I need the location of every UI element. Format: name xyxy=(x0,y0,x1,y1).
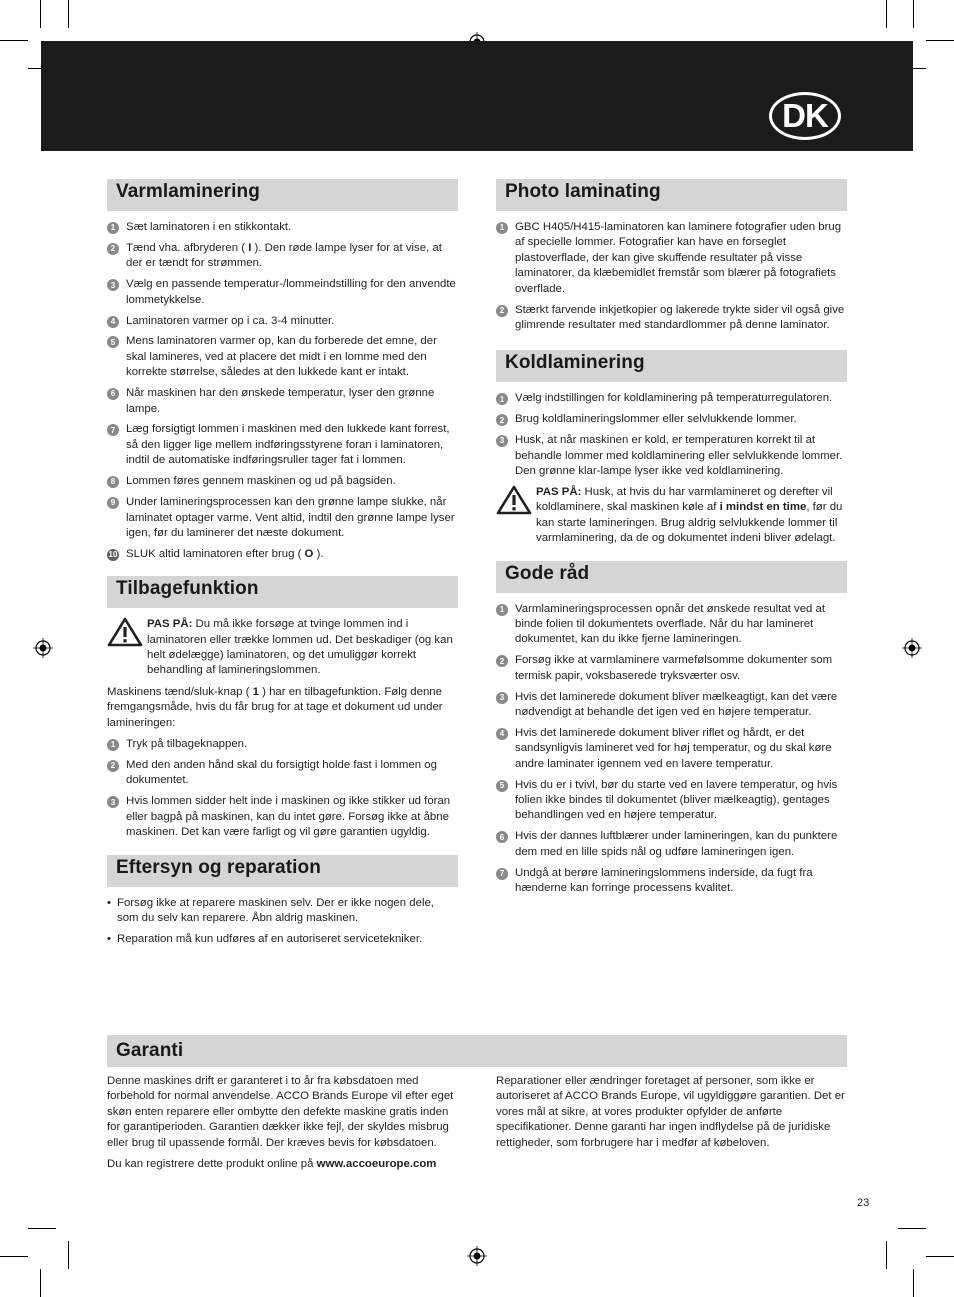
step-number-icon: 4 xyxy=(496,728,508,740)
step-text: Med den anden hånd skal du forsigtigt holde fast i lommen og dokumentet. xyxy=(126,758,437,787)
list-item xyxy=(496,653,847,684)
step-number-icon: 8 xyxy=(107,476,119,488)
list-item xyxy=(107,547,458,562)
step-number-icon: 10 xyxy=(108,550,118,560)
step-number-icon: 3 xyxy=(496,692,508,704)
section-tilbagefunktion xyxy=(107,576,458,840)
section-title: Photo laminating xyxy=(496,179,847,211)
section-varmlaminering xyxy=(107,179,458,562)
warning-icon xyxy=(107,617,147,679)
crop-mark xyxy=(886,0,887,28)
list-item: • Reparation må kun udføres af en autoriseret servicetekniker. xyxy=(107,933,423,946)
crop-mark xyxy=(68,0,69,28)
step-list xyxy=(496,602,847,897)
section-title: Koldlaminering xyxy=(496,350,847,382)
list-item xyxy=(107,737,458,752)
step-number-icon: 2 xyxy=(496,655,508,667)
list-item xyxy=(107,220,458,235)
warning-label: PAS PÅ: xyxy=(536,485,582,498)
section-title: Garanti xyxy=(107,1035,847,1067)
step-number-icon: 7 xyxy=(496,868,508,880)
step-number-icon: 5 xyxy=(496,780,508,792)
step-list xyxy=(496,220,847,333)
list-item xyxy=(107,314,458,329)
section-eftersyn xyxy=(107,855,458,948)
emphasis-text: i mindst en time xyxy=(719,501,807,514)
step-text: Tænd vha. afbryderen ( I ). Den røde lampe lyser for at vise, at der er tændt for strømmen. xyxy=(126,241,442,270)
website-link[interactable]: www.accoeurope.com xyxy=(316,1158,437,1171)
section-title: Tilbagefunktion xyxy=(107,576,458,608)
step-text: Undgå at berøre lamineringslommens inderside, da fugt fra hænderne kan forringe processens kvalitet. xyxy=(515,866,813,894)
step-text: Forsøg ikke at varmlaminere varmefølsomme dokumenter som termisk papir, voksbaserede tryksværter osv. xyxy=(515,654,833,682)
step-number-icon: 3 xyxy=(496,435,508,447)
crop-mark xyxy=(0,1256,28,1257)
step-text: Brug koldlamineringslommer eller selvlukkende lommer. xyxy=(515,413,797,426)
list-item xyxy=(496,391,847,406)
crop-mark xyxy=(913,0,914,28)
list-item xyxy=(107,758,458,789)
step-number-icon: 2 xyxy=(107,243,119,255)
step-list xyxy=(496,391,847,479)
crop-mark xyxy=(886,1241,887,1269)
step-text: Vælg en passende temperatur-/lommeindstilling for den anvendte lommetykkelse. xyxy=(126,278,456,306)
warning-label: PAS PÅ: xyxy=(147,618,193,631)
switch-symbol: O xyxy=(304,547,314,560)
warning-icon xyxy=(496,485,536,547)
left-column xyxy=(107,179,458,954)
crop-mark xyxy=(0,40,28,41)
crop-mark xyxy=(926,1256,954,1257)
step-text: Tryk på tilbageknappen. xyxy=(126,738,248,751)
list-item xyxy=(107,422,458,468)
step-number-icon: 1 xyxy=(107,739,119,751)
bullet-list xyxy=(107,896,458,948)
list-item xyxy=(107,794,458,840)
list-item xyxy=(496,303,847,334)
list-item xyxy=(496,778,847,824)
list-item xyxy=(496,690,847,721)
step-number-icon: 2 xyxy=(496,305,508,317)
warning-block: PAS PÅ: Husk, at hvis du har varmlamineret og derefter vil koldlaminere, skal maskinen køle af i mindst en time, før du kan starte lamineringen. Brug aldrig selvlukkende lommer til varmlaminering, da de og dokumentet indeni bliver ødelagt. xyxy=(496,485,847,547)
step-number-icon: 3 xyxy=(107,279,119,291)
step-text: SLUK altid laminatoren efter brug ( O ). xyxy=(126,547,324,560)
step-number-icon: 1 xyxy=(496,393,508,405)
list-item xyxy=(107,241,458,272)
step-text: Hvis det laminerede dokument bliver mælkeagtigt, kan det være nødvendigt at behandle det igen ved en højere temperatur. xyxy=(515,690,838,718)
list-item xyxy=(107,277,458,308)
garanti-left-text: Denne maskines drift er garanteret i to år fra købsdatoen med forbehold for normal anvendelse. ACCO Brands Europe vil efter eget skøn enten reparere eller ombytte den defekte maskine gratis inden for garantiperioden. Garantien dækker ikke fejl, der skyldes misbrug eller brug til upassende formål. Der kræves bevis for købsdatoen. Du kan registrere dette produkt online på www.accoeurope.com xyxy=(107,1075,454,1171)
section-title: Varmlaminering xyxy=(107,179,458,211)
garanti-right-text: Reparationer eller ændringer foretaget af personer, som ikke er autoriseret af ACCO Brands Europe, vil ugyldiggøre garantien. Det er vores mål at sikre, at vores produkter opfylder de anførte specifikationer. Denne garanti har ingen indflydelse på de juridiske rettigheder, som forbrugere har i medfør af købeloven. xyxy=(496,1075,845,1149)
power-symbol: 1 xyxy=(252,685,259,698)
section-title: Eftersyn og reparation xyxy=(107,855,458,887)
step-list xyxy=(107,737,458,840)
crop-mark xyxy=(913,1269,914,1297)
step-number-icon: 6 xyxy=(496,831,508,843)
step-text: Laminatoren varmer op i ca. 3-4 minutter. xyxy=(126,314,335,327)
list-item xyxy=(496,220,847,297)
step-number-icon: 2 xyxy=(496,414,508,426)
list-item xyxy=(496,602,847,648)
section-koldlaminering xyxy=(496,350,847,546)
step-number-icon: 1 xyxy=(496,604,508,616)
step-text: Sæt laminatoren i en stikkontakt. xyxy=(126,221,292,233)
step-text: Stærkt farvende inkjetkopier og lakerede trykte sider vil også give glimrende resultater med standardlommer på denne laminator. xyxy=(515,303,845,331)
step-text: Hvis lommen sidder helt inde i maskinen og ikke stikker ud foran eller bagpå på maskinen, kan du intet gøre. Forsøg ikke at åbne maskinen. Det kan være farligt og vil gøre garantien ugyldig. xyxy=(126,795,451,839)
step-text: Hvis du er i tvivl, bør du starte ved en lavere temperatur, og hvis folien ikke bindes til dokumentet (bliver mælkeagtig), gentages behandlingen ved en højere temperatur. xyxy=(515,778,838,822)
list-item xyxy=(107,386,458,417)
step-number-icon: 1 xyxy=(496,222,508,234)
warning-text: Du må ikke forsøge at tvinge lommen ind i laminatoren eller trække lommen ud. Det beskadiger (og kan helt ødelægge) laminatoren, og det umuliggør korrekt behandling af lamineringslommen. xyxy=(147,618,453,677)
step-text: GBC H405/H415-laminatoren kan laminere fotografier uden brug af specielle lommer. Fotografier kan have en forseglet plastoverflade, der kan give skuffende resultater på visse laminatorer, da klæbemidlet fremstår som blærer på fotografiets overflade. xyxy=(515,221,842,295)
language-badge: DK xyxy=(769,92,841,140)
step-number-icon: 9 xyxy=(107,497,119,509)
crop-mark xyxy=(898,1228,926,1229)
step-number-icon: 5 xyxy=(107,336,119,348)
list-item xyxy=(107,495,458,541)
step-text: Husk, at når maskinen er kold, er temperaturen korrekt til at behandle lommer med koldlaminering eller selvlukkende lommer. Den grønne klar-lampe lyser ikke ved koldlaminering. xyxy=(515,434,843,477)
step-text: Mens laminatoren varmer op, kan du forberede det emne, der skal lamineres, ved at placere det midt i en lomme med den korrekte størrelse, således at den lukkede kant er intakt. xyxy=(126,335,437,379)
step-number-icon: 2 xyxy=(107,760,119,772)
registration-mark-icon xyxy=(467,1246,487,1266)
list-item: • Forsøg ikke at reparere maskinen selv. Der er ikke nogen dele, som du selv kan reparere. Åbn aldrig maskinen. xyxy=(107,896,434,924)
step-number-icon: 4 xyxy=(107,316,119,328)
section-garanti xyxy=(107,1035,847,1067)
crop-mark xyxy=(28,1228,56,1229)
section-photo-laminating xyxy=(496,179,847,333)
list-item xyxy=(496,726,847,772)
warning-block xyxy=(107,617,458,679)
section-title: Gode råd xyxy=(496,561,847,593)
crop-mark xyxy=(40,0,41,28)
step-number-icon: 1 xyxy=(107,222,119,234)
crop-mark xyxy=(926,40,954,41)
list-item xyxy=(496,829,847,860)
step-text: Læg forsigtigt lommen i maskinen med den lukkede kant forrest, så den ligger lige mellem indføringsstyrene foran i laminatoren, indtil de automatiske indføringsruller tager fat i lommen. xyxy=(126,423,450,467)
list-item xyxy=(107,474,458,489)
step-number-icon: 6 xyxy=(107,388,119,400)
step-text: Hvis der dannes luftblærer under lamineringen, kan du punktere dem med en lille spids nål og udføre lamineringen igen. xyxy=(515,830,838,858)
switch-symbol: I xyxy=(248,241,252,254)
crop-mark xyxy=(40,1269,41,1297)
step-text: Varmlamineringsprocessen opnår det ønskede resultat ved at binde folien til dokumentets overflade. Når du har lamineret dokumentet, kan du ikke fjerne lamineringen. xyxy=(515,602,826,646)
step-text: Hvis det laminerede dokument bliver riflet og hårdt, er det sandsynligvis lamineret ved for høj temperatur, og du skal køre andre laminater igennem ved en lavere temperatur. xyxy=(515,726,832,770)
step-number-icon: 7 xyxy=(107,424,119,436)
right-column xyxy=(496,179,847,902)
registration-mark-icon xyxy=(902,638,922,658)
page-number: 23 xyxy=(857,1197,870,1209)
section-gode-raad xyxy=(496,561,847,897)
registration-mark-icon xyxy=(33,638,53,658)
intro-paragraph: Maskinens tænd/sluk-knap ( 1 ) har en tilbagefunktion. Følg denne fremgangsmåde, hvis du får brug for at tage et dokument ud under lamineringen: xyxy=(107,685,443,729)
crop-mark xyxy=(68,1241,69,1269)
step-text: Under lamineringsprocessen kan den grønne lampe slukke, når laminatet optager varme. Vent altid, indtil den grønne lampe lyser igen, før du laminerer det næste dokument. xyxy=(126,496,455,539)
list-item xyxy=(496,433,847,479)
list-item xyxy=(496,412,847,427)
step-number-icon: 3 xyxy=(107,796,119,808)
step-text: Når maskinen har den ønskede temperatur, lyser den grønne lampe. xyxy=(126,387,435,415)
step-text: Lommen føres gennem maskinen og ud på bagsiden. xyxy=(126,475,396,488)
list-item xyxy=(107,334,458,380)
step-list xyxy=(107,220,458,562)
step-text: Vælg indstillingen for koldlaminering på temperaturregulatoren. xyxy=(515,392,833,405)
list-item xyxy=(496,866,847,897)
